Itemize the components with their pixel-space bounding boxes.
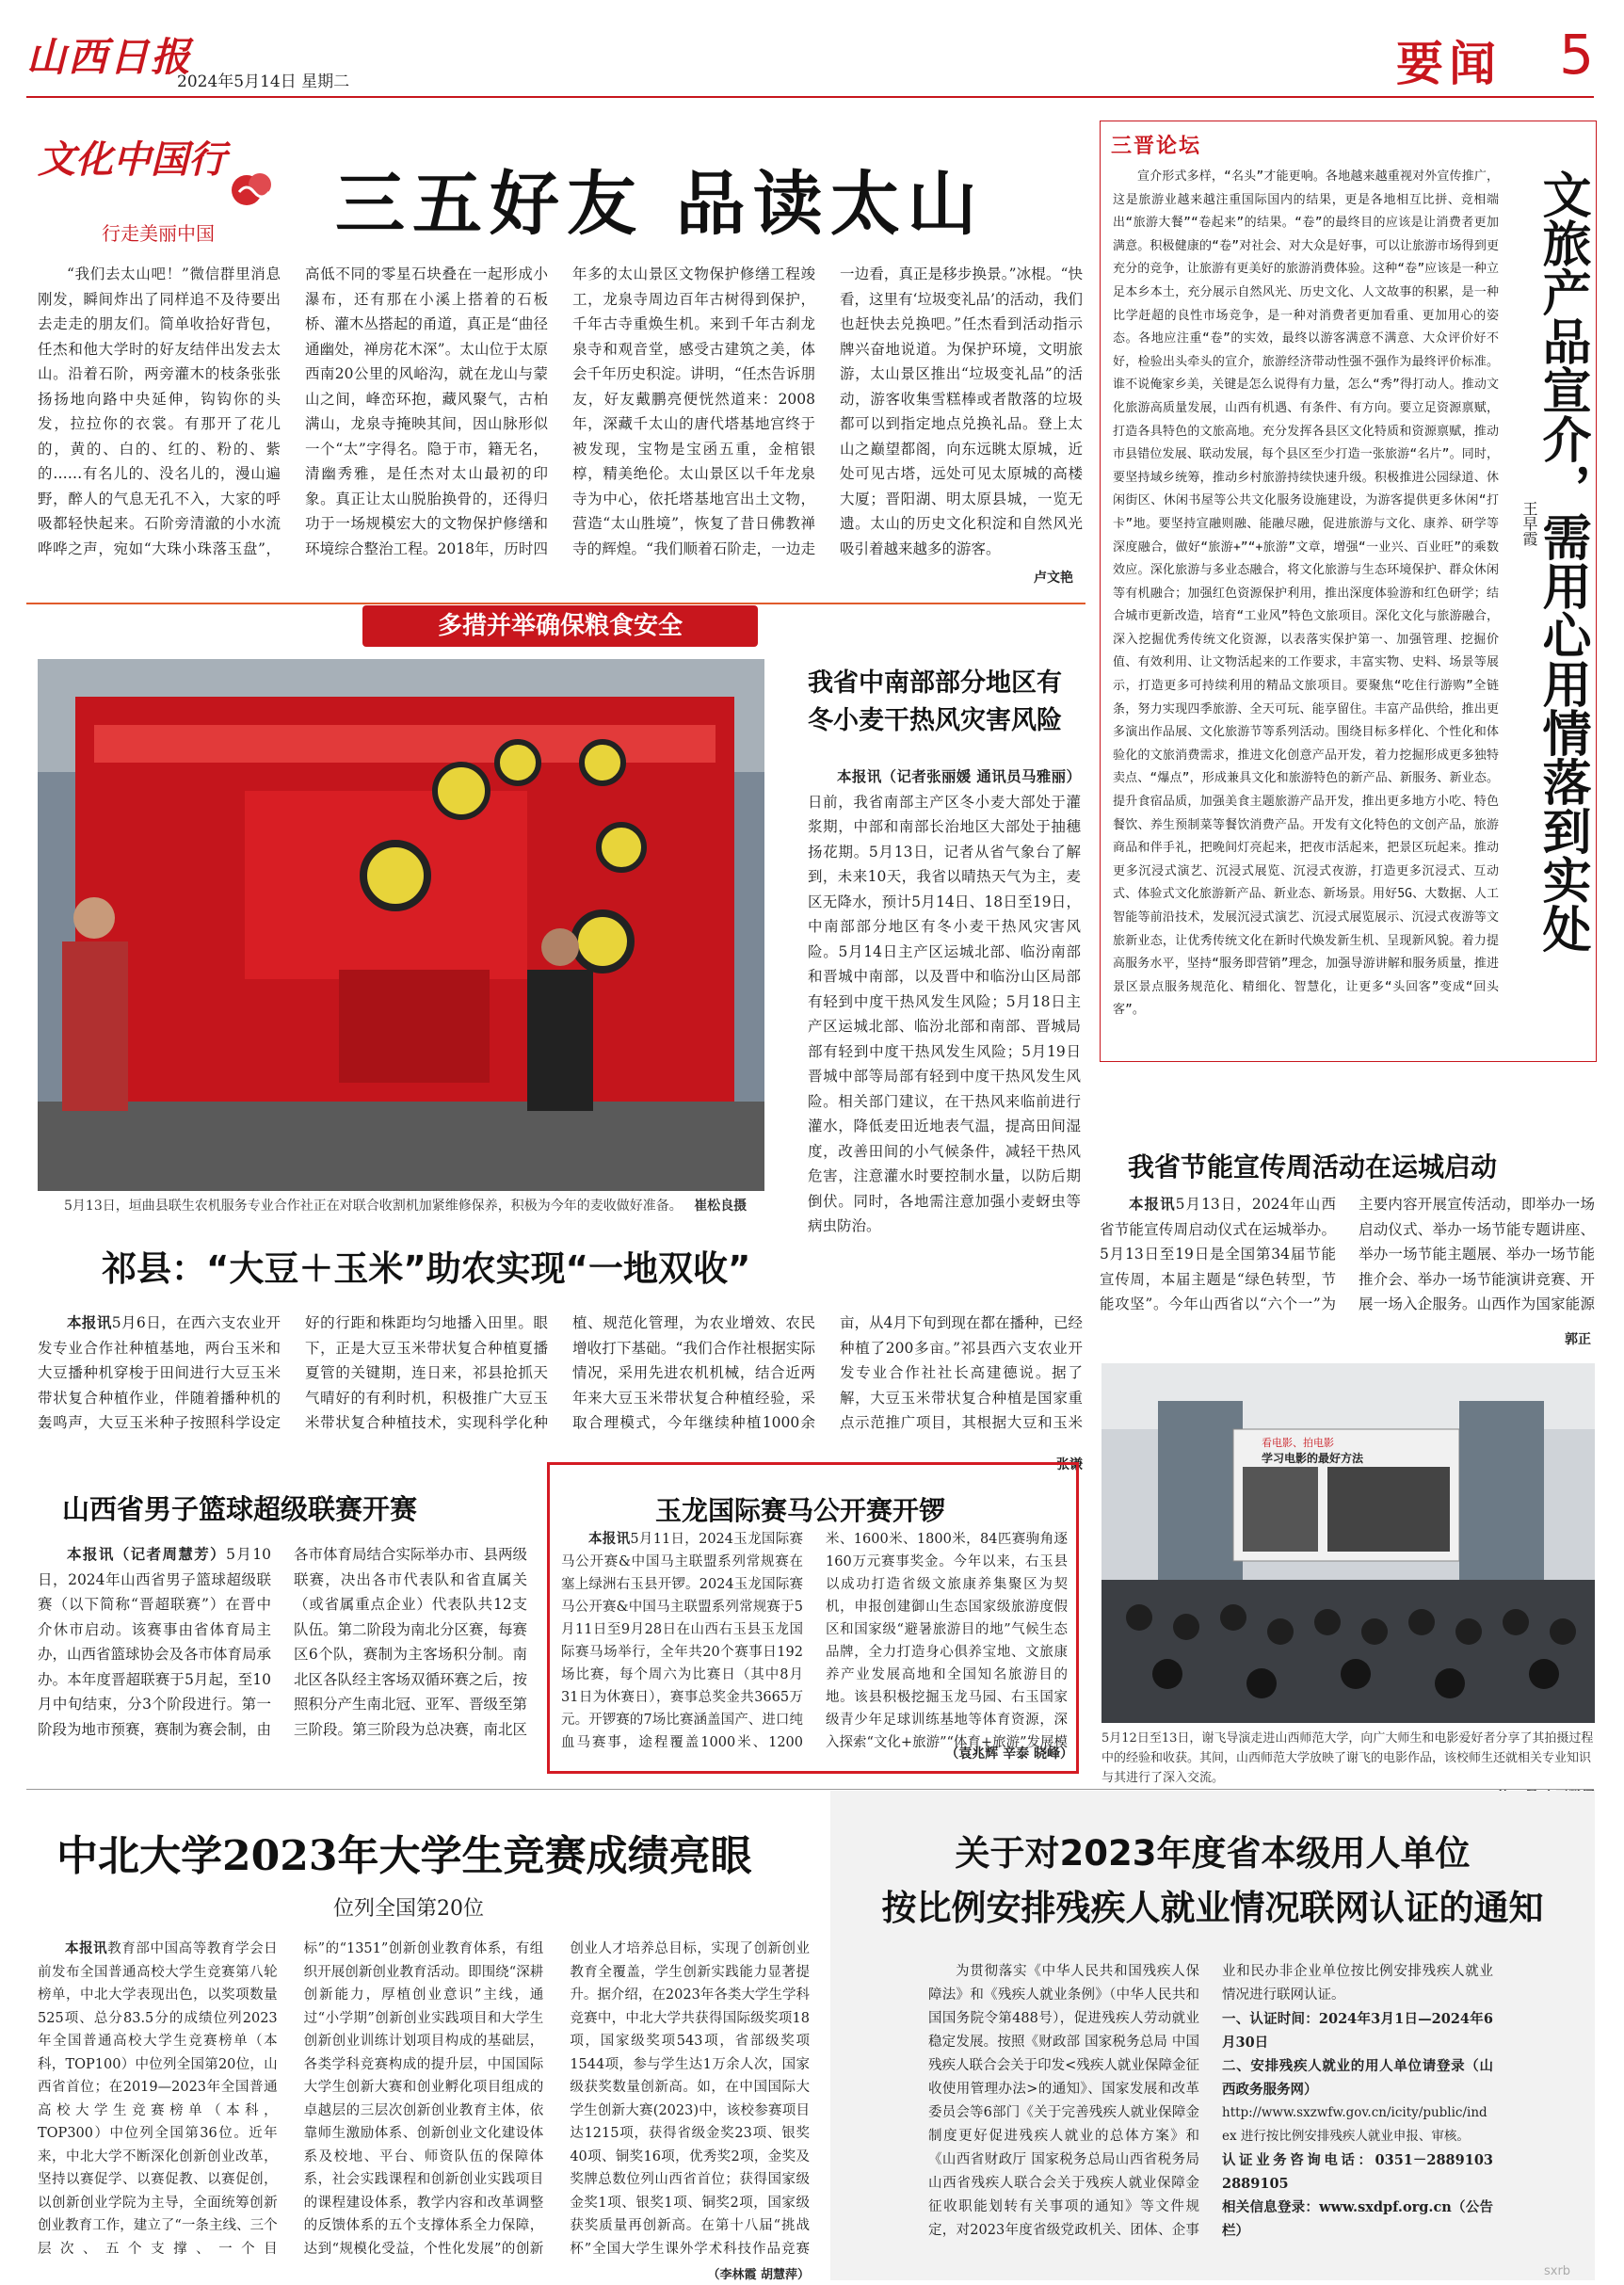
nuc-lead: 本报讯 bbox=[65, 1940, 108, 1956]
wheat-article-title: 我省中南部部分地区有冬小麦干热风灾害风险 bbox=[808, 668, 1062, 735]
feature-headline: 三五好友 品读太山 bbox=[335, 164, 985, 245]
soy-article-body bbox=[38, 1311, 1083, 1452]
nuc-text: 教育部中国高等教育学会日前发布全国普通高校大学生竞赛第八轮榜单，中北大学表现出色，以奖项数量525项、总分83.5分的成绩位列2023年全国普通高校大学生竞赛榜单（本科，TOP100）中位列全国第20位，山西省首位；在2019—2023年全国普通高校大学生竞赛榜单（本科，TOP300）中位列全国第36位。近年来，中北大学不断深化创新创业改革，坚持以赛促学、以赛促教、以赛促创，以创新创业学院为主导，全面统筹创新创业教育工作，建立了“一条主线、三个层次、五个支撑、一个目标”的“1351”创新创业教育体系，有组织开展创新创业教育活动。即围绕“深耕创新能力，厚植创业意识”主线，通过“小学期”创新创业实践项目和大学生创新创业训练计划项目构成的基础层，各类学科竞赛构成的提升层，中国国际大学生创新大赛和创业孵化项目组成的卓越层的三层次创新创业教育主体，依靠师生激励体系、创新创业文化建设体系及校地、平台、师资队伍的保障体系，社会实践课程和创新创业实践项目的课程建设体系，教学内容和改革调整的反馈体系的五个支撑体系全力保障，达到“规模化受益，个性化发展”的创新创业人才培养总目标，实现了创新创业教育全覆盖，学生创新实践能力显著提升。据介绍，在2023年各类大学生学科竞赛中，中北大学共获得国际级奖项18项，国家级奖项543项，省部级奖项1544项，参与学生达1万余人次，国家级获奖数量创新高。如，在中国国际大学生创新大赛(2023)中，该校参赛项目达1215项，获得省级金奖23项、银奖40项、铜奖16项，优秀奖2项，金奖及奖牌总数位列山西省首位；获得国家级金奖1项、银奖1项、铜奖2项，国家级获奖质量再创新高。在第十八届“挑战杯”全国大学生课外学术科技作品竞赛 bbox=[38, 1941, 810, 2257]
photo-caption-text: 5月13日，垣曲县联生农机服务专业合作社正在对联合收割机加紧维修保养，积极为今年的麦收做好准备。 bbox=[64, 1199, 683, 1214]
horse-lead: 本报讯 bbox=[588, 1531, 631, 1547]
basketball-lead: 本报讯（记者周慧芳） bbox=[67, 1545, 227, 1563]
lecture-photo bbox=[1101, 1363, 1595, 1723]
lecture-screen-tag: 看电影、拍电影 bbox=[1262, 1437, 1334, 1449]
basketball-article-title: 山西省男子篮球超级联赛开赛 bbox=[62, 1493, 418, 1525]
energy-text: 5月13日，2024年山西省节能宣传周启动仪式在运城举办。5月13日至19日是全国第34届节能宣传周，本届主题是“绿色转型，节能攻坚”。今年山西省以“六个一”为主要内容开展宣传活动，即举办一场启动仪式、举办一场节能专题讲座、举办一场节能主题展、举办一场节能推介会、举办一场节能演讲竞赛、开展一场入企服务。山西作为国家能源 bbox=[1100, 1196, 1595, 1312]
issue-date: 2024年5月14日 星期二 bbox=[177, 72, 350, 91]
wheat-article-body bbox=[808, 764, 1081, 1254]
soy-text: 5月6日，在西六支农业开发专业合作社种植基地，两台玉米和大豆播种机穿梭于田间进行大豆玉米带状复合种植作业，伴随着播种机的轰鸣声，大豆玉米种子按照科学设定好的行距和株距均匀地播入田里。眼下，正是大豆玉米带状复合种植夏播夏管的关键期，连日来，祁县抢抓天气晴好的有利时机，积极推广大豆玉米带状复合种植技术，实现科学化种植、规范化管理，为农业增效、农民增收打下基础。“我们合作社根据实际情况，采用先进农机机械，结合近两年来大豆玉米带状复合种植经验，采取合理模式，今年继续种植1000余亩，从4月下旬到现在都在播种，已经种植了200多亩。”祁县西六支农业开发专业合作社社长高建德说。据了解，大豆玉米带状复合种植是国家重点示范推广项目，其根据大豆和玉米 bbox=[38, 1314, 1083, 1431]
opinion-author: 王早霞 bbox=[1520, 501, 1538, 546]
energy-article-title: 我省节能宣传周活动在运城启动 bbox=[1128, 1151, 1498, 1183]
wheat-text: 日前，我省南部主产区冬小麦大部处于灌浆期，中部和南部长治地区大部处于抽穗扬花期。5月13日，记者从省气象台了解到，未来10天，我省以晴热天气为主，麦区无降水，预计5月14日、18日至19日，中南部部分地区有冬小麦干热风灾害风险。5月14日主产区运城北部、临汾南部和晋城中南部，以及晋中和临汾山区局部有轻到中度干热风发生风险；5月18日主产区运城北部、临汾北部和南部、晋城局部有轻到中度干热风发生风险；5月19日晋城中部等局部有轻到中度干热风发生风险。相关部门建议，在干热风来临前进行灌水，降低麦田近地表气温，提高田间湿度，改善田间的小气候条件，减轻干热风危害，注意灌水时要控制水量，以防后期倒伏。同时，各地需注意加强小麦蚜虫等病虫防治。 bbox=[808, 793, 1081, 1234]
notice-body bbox=[928, 1960, 1493, 2271]
harvester-photo-caption bbox=[64, 1196, 761, 1215]
harvester-illustration bbox=[38, 659, 764, 1191]
nuc-article-body bbox=[38, 1938, 810, 2267]
horse-credit: （袁兆辉 辛泰 晓峰） bbox=[945, 1746, 1073, 1762]
cloud-swirl-icon bbox=[226, 168, 282, 209]
feature-body bbox=[38, 262, 1083, 563]
energy-lead: 本报讯 bbox=[1129, 1195, 1176, 1213]
lecture-screen-title: 学习电影的最好方法 bbox=[1262, 1452, 1364, 1465]
notice-title-line1: 关于对2023年度省本级用人单位 bbox=[955, 1833, 1471, 1874]
notice-title-line2: 按比例安排残疾人就业情况联网认证的通知 bbox=[881, 1888, 1544, 1928]
horse-race-body bbox=[561, 1528, 1068, 1763]
wheat-lead: 本报讯（记者张丽媛 通讯员马雅丽） bbox=[837, 767, 1081, 785]
page-number: 5 bbox=[1559, 23, 1594, 87]
soy-credit: 张谦 bbox=[1056, 1457, 1083, 1472]
soy-lead: 本报讯 bbox=[67, 1313, 112, 1331]
nuc-article-subtitle: 位列全国第20位 bbox=[333, 1897, 484, 1921]
notice-item-time: 一、认证时间：2024年3月1日—2024年6月30日 bbox=[1222, 2011, 1493, 2051]
photo-credit: 崔松良摄 bbox=[694, 1199, 748, 1214]
opinion-body bbox=[1113, 166, 1499, 1051]
notice-phone: 认证业务咨询电话：0351－2889103 2889105 bbox=[1222, 2152, 1493, 2192]
opinion-paragraph: 宣介形式多样，“名头”才能更响。各地越来越重视对外宣传推广，这是旅游业越来越注重国际国内的结果，更是各地相互比拼、竞相端出“旅游大餐”“卷起来”的结果。“卷”的最终目的应该是让消费者更加满意。积极健康的“卷”对社会、对大众是好事，可以让旅游市场得到更充分的竞争，让旅游有更美好的旅游消费体验。这种“卷”应该是一种立足本乡本土，充分展示自然风光、历史文化、人文故事的积累，是一种比学赶超的良性市场竞争，是一种对消费者更加看重、更加用心的姿态。各地应注重“卷”的实效，最终以游客满意不满意、大众评价好不好，检验出头牵头的宣介，旅游经济带动性强不强作为最终评价标准。谁不说俺家乡美，关键是怎么说得有力量，怎么“秀”得打动人。推动文化旅游高质量发展，山西有机遇、有条件、有方向。要立足资源禀赋，打造各具特色的文旅高地。充分发挥各县区文化特质和资源禀赋，推动市县错位发展、联动发展，每个县区至少打造一张旅游“名片”。同时，要坚持域乡统筹，推动乡村旅游持续快速升级。积极推进公园绿道、休闲街区、休闲书屋等公共文化服务设施建设，为游客提供更多休闲“打卡”地。要坚持宣融则融、能融尽融，促进旅游与文化、康养、研学等深度融合，做好“旅游+”“+旅游”文章，增强“一业兴、百业旺”的乘数效应。深化旅游与多业态融合，将文化旅游与生态环境保护、群众休闲等有机融合；加强红色资源保护利用，推出深度体验游和红色研学；结合城市更新改造，培育“工业风”特色文旅项目。深化文化与旅游融合，深入挖掘优秀传统文化资源，以表落实保护第一、加强管理、挖掘价值、有效利用、让文物活起来的工作要求，丰富实物、史料、场景等展示，打造更多可持续利用的精品文旅项目。要聚焦“吃住行游购”全链条，努力实现四季旅游、全天可玩、能享留住。丰富产品供给，推出更多演出作品展、文化旅游节等系列活动。围绕目标多样化、个性化和体验化的文旅消费需求，推进文化创意产品开发，着力挖掘形成更多独特卖点、“爆点”，形成兼具文化和旅游特色的新产品、新服务、新业态。提升食宿品质，加强美食主题旅游产品开发，推出更多地方小吃、特色餐饮、养生预制菜等餐饮消费产品。开发有文化特色的文创产品，旅游商品和伴手礼，把晚间灯亮起来，把夜市活起来，把景区玩起来。推动更多沉浸式演艺、沉浸式展览、沉浸式夜游，打造更多沉浸式、互动式、体验式文化旅游新产品、新业态、新场景。用好5G、大数据、人工智能等前沿技术，发展沉浸式演艺、沉浸式展览展示、沉浸式夜游等文旅新业态，让优秀传统文化在新时代焕发新生机、呈现新风貌。着力提高服务水平，坚持“服务即营销”理念，加强导游讲解和服务质量，推进景区景点服务规范化、精细化、智慧化，让更多“头回客”变成“回头客”。 bbox=[1113, 169, 1499, 1018]
energy-article-body bbox=[1100, 1192, 1595, 1335]
notice-item-login: 二、安排残疾人就业的用人单位请登录（山西政务服务网） bbox=[1222, 2058, 1493, 2098]
column-logo bbox=[38, 121, 292, 252]
soy-article-title: 祁县：“大豆＋玉米”助农实现“一地双收” bbox=[102, 1248, 751, 1289]
notice-paragraph: 为贯彻落实《中华人民共和国残疾人保障法》和《残疾人就业条例》（中华人民共和国国务院令第488号），促进残疾人劳动就业稳定发展。按照《财政部 国家税务总局 中国残疾人联合会关于印发<残疾人就业保障金征收使用管理办法>的通知》、国家发展和改革委员会等6部门《关于完善残疾人就业保障金制度更好促进残疾人就业的总体方案》和《山西省财政厅 国家税务总局山西省税务局 山西省残疾人联合会关于残疾人就业保障金征收职能划转有关事项的通知》等文件规定，对2023年度省级党政机关、团体、企事业和民办非企业单位按比例安排残疾人就业情况进行联网认证。 bbox=[928, 1964, 1493, 2238]
harvester-photo bbox=[38, 659, 764, 1191]
energy-credit: 郭正 bbox=[1565, 1332, 1591, 1347]
opinion-title: 文旅产品宣介，需用心用情落到实处 bbox=[1534, 169, 1590, 953]
feature-credit: 卢文艳 bbox=[1034, 571, 1073, 586]
lecture-hall-illustration bbox=[1101, 1363, 1595, 1723]
notice-info-link[interactable]: 相关信息登录：www.sxdpf.org.cn（公告栏） bbox=[1222, 2199, 1493, 2239]
masthead bbox=[26, 23, 1594, 98]
paper-name: 山西日报 bbox=[26, 34, 193, 80]
grain-section-banner: 多措并举确保粮食安全 bbox=[362, 605, 758, 647]
section-divider bbox=[26, 603, 1085, 604]
opinion-tag: 三晋论坛 bbox=[1111, 134, 1202, 158]
horse-text: 5月11日，2024玉龙国际赛马公开赛&中国马主联盟系列常规赛在塞上绿洲右玉县开锣。2024玉龙国际赛马公开赛&中国马主联盟系列常规赛于5月11日至9月28日在山西右玉县玉龙国际赛马场举行，全年共20个赛事日192场比赛，每个周六为比赛日（其中8月31日为休赛日），赛事总奖金共3665万元。开锣赛的7场比赛涵盖国产、进口纯血马赛事，途程覆盖1000米、1200米、1600米、1800米，84匹赛驹角逐160万元赛事奖金。今年以来，右玉县以成功打造省级文旅康养集聚区为契机，申报创建御山生态国家级旅游度假区和国家级“避暑旅游目的地”气候生态品牌，全力打造身心俱养宝地、文旅康养产业发展高地和全国知名旅游目的地。该县积极挖掘玉龙马园、右玉国家级青少年足球训练基地等体育资源，深入探索“文化+旅游”“体育+旅游”发展模 bbox=[561, 1532, 1068, 1750]
nuc-credit: （李林霞 胡慧萍） bbox=[707, 2268, 810, 2282]
watermark: sxrb bbox=[1544, 2264, 1571, 2278]
nuc-article-title: 中北大学2023年大学生竞赛成绩亮眼 bbox=[56, 1832, 752, 1880]
column-logo-text: 文化中国行 bbox=[38, 137, 226, 182]
bottom-divider bbox=[26, 1789, 1594, 1790]
basketball-text: 5月10日，2024年山西省男子篮球超级联赛（以下简称“晋超联赛”）在晋中介休市启动。该赛事由省体育局主办，山西省篮球协会及各市体育局承办。本年度晋超联赛于5月起，至10月中旬结束，分3个阶段进行。第一阶段为地市预赛，赛制为赛会制，由各市体育局结合实际举办市、县两级联赛，决出各市代表队和省直属关（或省属重点企业）代表队共12支队伍。第二阶段为南北分区赛，每赛区6个队，赛制为主客场积分制。南北区各队经主客场双循环赛之后，按照积分产生南北冠、亚军、晋级至第三阶段。第三阶段为总决赛，南北区 bbox=[38, 1546, 527, 1738]
horse-race-title: 玉龙国际赛马公开赛开锣 bbox=[655, 1495, 946, 1526]
lecture-caption-text: 5月12日至13日，谢飞导演走进山西师范大学，向广大师生和电影爱好者分享了其拍摄过程中的经验和收获。其间，山西师范大学放映了谢飞的电影作品，该校师生还就相关专业知识与其进行了深入交流。 bbox=[1101, 1731, 1594, 1785]
column-logo-subtitle: 行走美丽中国 bbox=[102, 222, 215, 245]
basketball-article-body bbox=[38, 1542, 527, 1751]
notice-title bbox=[830, 1826, 1595, 1936]
feature-paragraph: “我们去太山吧！”微信群里消息刚发，瞬间炸出了同样追不及待要出去走走的朋友们。简单收拾好背包，任杰和他大学时的好友结伴出发去太山。沿着石阶，两旁灌木的枝条张张扬扬地向路中央延伸，钩钩你的头发，拉拉你的衣裳。有那开了花儿的，黄的、白的、红的、粉的、紫的……有名儿的、没名儿的，漫山遍野，醉人的气息无孔不入，大家的呼吸都轻快起来。石阶旁清澈的小水流哗哗之声，宛如“大珠小珠落玉盘”，高低不同的零星石块叠在一起形成小瀑布，还有那在小溪上搭着的石板桥、灌木丛搭起的甬道，真正是“曲径通幽处，禅房花木深”。太山位于太原西南20公里的风峪沟，就在龙山与蒙山之间，峰峦环抱，藏风聚气，古柏满山，龙泉寺掩映其间，因山脉形似一个“太”字得名。隐于市，籍无名，清幽秀雅，是任杰对太山最初的印象。真正让太山脱胎换骨的，还得归功于一场规模宏大的文物保护修缮和环境综合整治工程。2018年，历时四年多的太山景区文物保护修缮工程竣工，龙泉寺周边百年古树得到保护，千年古寺重焕生机。来到千年古刹龙泉寺和观音堂，感受古建筑之美，体会千年历史积淀。讲明，“任杰告诉朋友，好友戴鹏亮便恍然道来：2008年，深藏千太山的唐代塔基地宫终于被发现，宝物是宝函五重，金棺银椁，精美绝伦。太山景区以千年龙泉寺为中心，依托塔基地宫出土文物，营造“太山胜境”，恢复了昔日佛教禅寺的辉煌。“我们顺着石阶走，一边走一边看，真正是移步换景。”冰棍。“快看，这里有‘垃圾变礼品’的活动，我们也赶快去兑换吧。”任杰看到活动指示牌兴奋地说道。为保护环境，文明旅游，太山景区推出“垃圾变礼品”的活动，游客收集雪糕棒或者散落的垃圾都可以到指定地点兑换礼品。登上太山之巅望都阁，向东远眺太原城，近处可见古塔，远处可见太原城的高楼大厦；晋阳湖、明太原县城，一览无遗。太山的历史文化积淀和自然风光吸引着越来越多的游客。 bbox=[38, 266, 1083, 557]
notice-url[interactable]: http://www.sxzwfw.gov.cn/icity/public/index 进行按比例安排残疾人就业申报、审核。 bbox=[1222, 2105, 1487, 2144]
section-name: 要闻 bbox=[1396, 36, 1502, 91]
